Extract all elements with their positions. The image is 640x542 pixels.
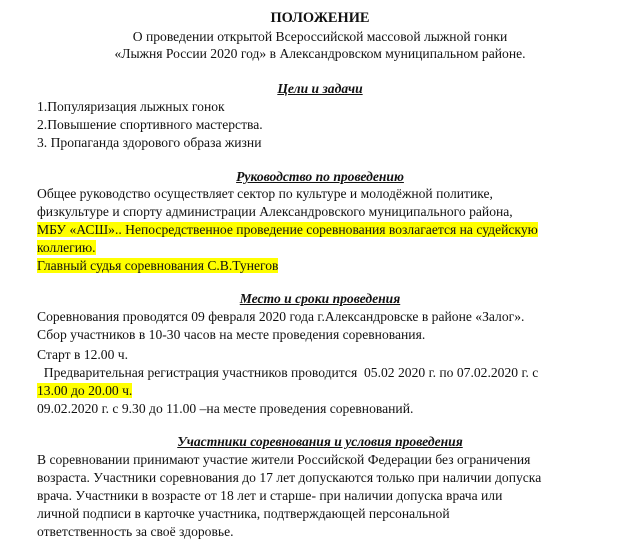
chief-judge-wrapper <box>37 257 278 274</box>
registration-time-highlighted: 13.00 до 20.00 ч. <box>37 383 133 398</box>
goals-item: 1.Популяризация лыжных гонок <box>37 99 225 114</box>
subtitle-line-2: «Лыжня России 2020 год» в Александровском муниципальном районе. <box>114 46 526 61</box>
subtitle-line-1: О проведении открытой Всероссийской массовой лыжной гонки <box>132 29 508 44</box>
participants-line: возраста. Участники соревнования до 17 лет допускаются только при наличии допуска <box>37 470 542 485</box>
place-heading: Место и сроки проведения <box>239 291 401 306</box>
management-line-wrapper <box>37 239 96 256</box>
place-line: Соревнования проводятся 09 февраля 2020 года г.Александровске в районе «Залог». <box>37 309 525 324</box>
management-line-wrapper <box>37 221 538 238</box>
chief-judge-line: Главный судья соревнования С.В.Тунегов <box>37 258 279 273</box>
place-line: 09.02.2020 г. с 9.30 до 11.00 –на месте проведения соревнований. <box>37 401 414 416</box>
document-title: ПОЛОЖЕНИЕ <box>270 10 370 26</box>
goals-heading: Цели и задачи <box>277 81 363 96</box>
registration-time-wrapper <box>37 382 132 399</box>
goals-item: 3. Пропаганда здорового образа жизни <box>37 135 262 150</box>
goals-item: 2.Повышение спортивного мастерства. <box>37 117 263 132</box>
management-line-highlighted: коллегию. <box>37 240 96 255</box>
place-line: Старт в 12.00 ч. <box>37 347 129 362</box>
management-line: физкультуре и спорту администрации Александровского муниципального района, <box>37 204 513 219</box>
management-heading: Руководство по проведению <box>236 169 404 184</box>
participants-heading: Участники соревнования и условия проведения <box>177 434 463 449</box>
participants-line: врача. Участники в возрасте от 18 лет и старше- при наличии допуска врача или <box>37 488 503 503</box>
management-line: Общее руководство осуществляет сектор по культуре и молодёжной политике, <box>37 186 493 201</box>
place-line: Предварительная регистрация участников проводится 05.02 2020 г. по 07.02.2020 г. с <box>37 365 539 380</box>
participants-line: В соревновании принимают участие жители Российской Федерации без ограничения <box>37 452 531 467</box>
place-line: Сбор участников в 10-30 часов на месте проведения соревнования. <box>37 327 426 342</box>
management-line-highlighted: МБУ «АСШ».. Непосредственное проведение соревнования возлагается на судейскую <box>37 222 538 237</box>
participants-line: ответственность за своё здоровье. <box>37 524 234 539</box>
participants-line: личной подписи в карточке участника, подтверждающей персональной <box>37 506 450 521</box>
